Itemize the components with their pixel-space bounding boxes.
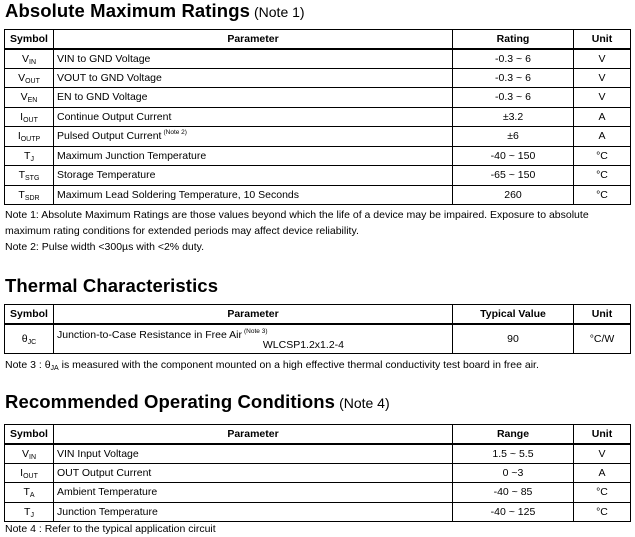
note-3 <box>5 357 631 373</box>
note-3-prefix: Note 3 : <box>5 359 45 371</box>
parameter-cell: VIN Input Voltage <box>54 444 453 464</box>
note-reference: (Note 2) <box>163 129 187 137</box>
symbol-sub: OUTP <box>20 136 41 144</box>
col-header-unit: Unit <box>574 425 631 444</box>
note-2: Note 2: Pulse width <300µs with <2% duty. <box>5 241 205 253</box>
col-header-parameter: Parameter <box>54 425 453 444</box>
symbol-cell <box>5 324 54 354</box>
col-header-unit: Unit <box>574 305 631 324</box>
symbol-cell <box>5 502 54 522</box>
symbol-main: I <box>20 110 24 123</box>
col-header-symbol: Symbol <box>5 305 54 324</box>
unit-cell: V <box>574 444 631 464</box>
range-cell: 0 ~3 <box>453 463 574 483</box>
table-row <box>5 463 631 483</box>
unit-cell: °C <box>574 185 631 205</box>
col-header-rating: Rating <box>453 30 574 49</box>
rating-cell: -65 ~ 150 <box>453 166 574 186</box>
parameter-cell: Maximum Junction Temperature <box>54 146 453 166</box>
parameter-text: Junction-to-Case Resistance in Free Air <box>57 328 242 341</box>
rating-cell: -0.3 ~ 6 <box>453 49 574 69</box>
symbol-cell <box>5 166 54 186</box>
table-row <box>5 49 631 69</box>
symbol-main: T <box>23 486 30 499</box>
parameter-cell <box>54 127 453 147</box>
symbol-cell <box>5 444 54 464</box>
parameter-cell: OUT Output Current <box>54 463 453 483</box>
thermal-header-row <box>5 305 631 324</box>
thermal-table <box>4 304 631 354</box>
parameter-line <box>57 329 267 341</box>
symbol-sub: IN <box>29 453 36 461</box>
symbol-sub: A <box>29 492 35 500</box>
typical-value-cell: 90 <box>453 324 574 354</box>
col-header-symbol: Symbol <box>5 30 54 49</box>
table-row <box>5 166 631 186</box>
symbol-main: θ <box>21 332 28 345</box>
abs-max-title-note: (Note 1) <box>254 4 305 20</box>
parameter-cell: VOUT to GND Voltage <box>54 68 453 88</box>
symbol-main: I <box>20 466 24 479</box>
symbol-cell <box>5 463 54 483</box>
symbol-sub: OUT <box>23 472 38 480</box>
symbol-main: V <box>21 52 29 65</box>
abs-max-table <box>4 29 631 205</box>
symbol-main: I <box>17 130 21 143</box>
symbol-sub: SDR <box>24 194 40 202</box>
rating-cell: -0.3 ~ 6 <box>453 88 574 108</box>
note-3-text: is measured with the component mounted on a high effective thermal conductivity test board in free air. <box>58 359 539 371</box>
table-row <box>5 324 631 354</box>
symbol-sub: OUT <box>23 116 38 124</box>
symbol-cell <box>5 185 54 205</box>
symbol-sub: J <box>30 511 34 519</box>
symbol-cell <box>5 68 54 88</box>
table-row <box>5 444 631 464</box>
parameter-cell <box>54 324 453 354</box>
unit-cell: V <box>574 88 631 108</box>
rating-cell: 260 <box>453 185 574 205</box>
table-row <box>5 107 631 127</box>
unit-cell: °C <box>574 502 631 522</box>
package-name: WLCSP1.2x1.2-4 <box>262 339 344 351</box>
symbol-main: T <box>18 188 25 201</box>
parameter-text: Pulsed Output Current <box>57 130 162 143</box>
symbol-main: V <box>20 91 28 104</box>
col-header-parameter: Parameter <box>54 30 453 49</box>
col-header-symbol: Symbol <box>5 425 54 444</box>
unit-cell: °C/W <box>574 324 631 354</box>
rating-cell: ±3.2 <box>453 107 574 127</box>
parameter-cell: Maximum Lead Soldering Temperature, 10 Seconds <box>54 185 453 205</box>
symbol-main: V <box>18 71 26 84</box>
rec-op-title-text: Recommended Operating Conditions <box>5 391 336 412</box>
abs-max-title <box>5 1 305 22</box>
range-cell: -40 ~ 85 <box>453 483 574 503</box>
parameter-cell: VIN to GND Voltage <box>54 49 453 69</box>
parameter-cell: EN to GND Voltage <box>54 88 453 108</box>
symbol-sub: J <box>30 155 34 163</box>
parameter-cell: Continue Output Current <box>54 107 453 127</box>
abs-max-title-text: Absolute Maximum Ratings <box>5 0 250 21</box>
rec-op-title-note: (Note 4) <box>339 395 390 411</box>
unit-cell: °C <box>574 146 631 166</box>
table-row <box>5 502 631 522</box>
symbol-sub: STG <box>25 175 40 183</box>
table-row <box>5 68 631 88</box>
symbol-main: T <box>18 169 26 182</box>
range-cell: -40 ~ 125 <box>453 502 574 522</box>
symbol-cell <box>5 146 54 166</box>
table-row <box>5 146 631 166</box>
rating-cell: ±6 <box>453 127 574 147</box>
abs-max-header-row <box>5 30 631 49</box>
table-row <box>5 185 631 205</box>
col-header-parameter: Parameter <box>54 305 453 324</box>
thermal-title: Thermal Characteristics <box>5 275 219 296</box>
symbol-main: V <box>21 447 29 460</box>
parameter-cell: Storage Temperature <box>54 166 453 186</box>
symbol-cell <box>5 49 54 69</box>
col-header-range: Range <box>453 425 574 444</box>
symbol-sub: EN <box>27 97 38 105</box>
unit-cell: A <box>574 127 631 147</box>
symbol-main: T <box>24 505 31 518</box>
rec-op-header-row <box>5 425 631 444</box>
unit-cell: A <box>574 463 631 483</box>
col-header-unit: Unit <box>574 30 631 49</box>
unit-cell: °C <box>574 483 631 503</box>
table-row <box>5 88 631 108</box>
unit-cell: °C <box>574 166 631 186</box>
range-cell: 1.5 ~ 5.5 <box>453 444 574 464</box>
symbol-cell <box>5 88 54 108</box>
note-reference: (Note 3) <box>244 327 268 335</box>
table-row <box>5 127 631 147</box>
unit-cell: V <box>574 49 631 69</box>
table-row <box>5 483 631 503</box>
note-3-symbol-main: θ <box>44 359 51 371</box>
symbol-cell <box>5 107 54 127</box>
col-header-typical-value: Typical Value <box>453 305 574 324</box>
rating-cell: -40 ~ 150 <box>453 146 574 166</box>
rec-op-table <box>4 424 631 522</box>
note-3-symbol-sub: JA <box>50 365 59 372</box>
symbol-sub: JC <box>27 338 37 346</box>
symbol-sub: IN <box>29 58 36 66</box>
symbol-sub: OUT <box>25 77 40 85</box>
symbol-main: T <box>24 149 31 162</box>
note-4: Note 4 : Refer to the typical application circuit <box>5 523 216 535</box>
parameter-cell: Junction Temperature <box>54 502 453 522</box>
unit-cell: V <box>574 68 631 88</box>
rating-cell: -0.3 ~ 6 <box>453 68 574 88</box>
parameter-cell: Ambient Temperature <box>54 483 453 503</box>
unit-cell: A <box>574 107 631 127</box>
note-1: Note 1: Absolute Maximum Ratings are those values beyond which the life of a device may be impaired. Exposure to absolute maximum rating conditions for extended periods may affect device reliability. <box>5 209 589 237</box>
symbol-cell <box>5 483 54 503</box>
symbol-cell <box>5 127 54 147</box>
rec-op-title <box>5 392 390 413</box>
